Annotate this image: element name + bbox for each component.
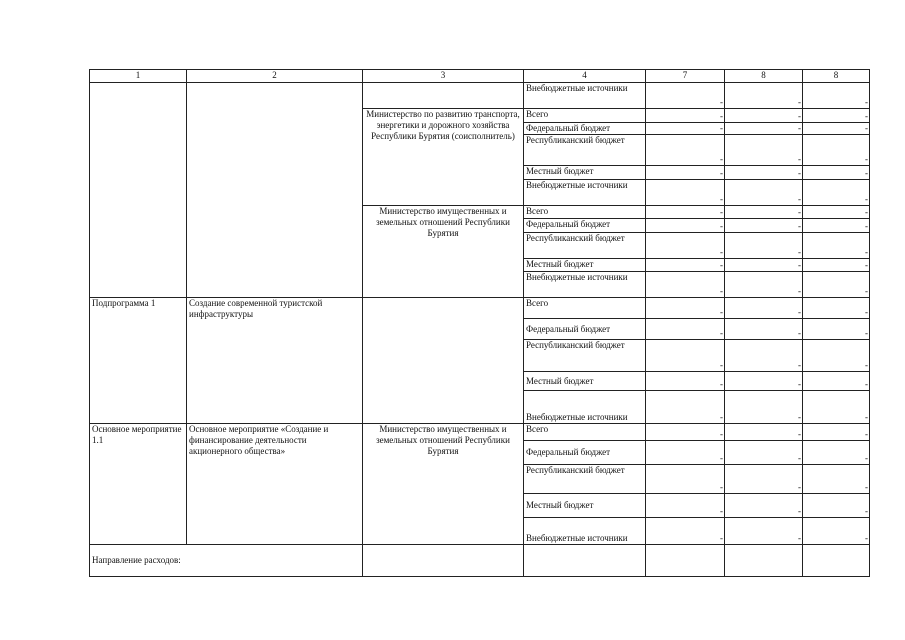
budget-table <box>89 69 870 577</box>
source-label: Внебюджетные источники <box>524 83 646 109</box>
subprogram-name: Создание современной туристской инфраструктуры <box>187 298 363 424</box>
value-cell: - <box>646 465 725 494</box>
source-label: Федеральный бюджет <box>524 319 646 340</box>
value-cell: - <box>725 259 803 272</box>
source-label: Всего <box>524 206 646 219</box>
executor-cell <box>363 83 524 109</box>
value-cell: - <box>725 298 803 319</box>
value-cell: - <box>803 319 870 340</box>
value-cell: - <box>803 424 870 441</box>
header-cell: 4 <box>524 70 646 83</box>
executor-cell: Министерство имущественных и земельных отношений Республики Бурятия <box>363 206 524 298</box>
value-cell: - <box>725 206 803 219</box>
value-cell: - <box>646 494 725 518</box>
header-cell: 7 <box>646 70 725 83</box>
value-cell: - <box>725 494 803 518</box>
value-cell: - <box>725 441 803 465</box>
value-cell: - <box>725 465 803 494</box>
value-cell: - <box>803 518 870 545</box>
source-label: Всего <box>524 298 646 319</box>
value-cell: - <box>803 259 870 272</box>
value-cell: - <box>725 340 803 372</box>
value-cell: - <box>803 372 870 391</box>
source-label: Местный бюджет <box>524 259 646 272</box>
source-label: Внебюджетные источники <box>524 518 646 545</box>
value-cell: - <box>646 518 725 545</box>
source-label: Федеральный бюджет <box>524 219 646 233</box>
value-cell: - <box>803 135 870 166</box>
value-cell: - <box>646 180 725 206</box>
value-cell: - <box>725 233 803 259</box>
expense-direction: Направление расходов: <box>90 545 363 577</box>
value-cell: - <box>725 180 803 206</box>
empty-cell <box>725 545 803 577</box>
source-label: Местный бюджет <box>524 494 646 518</box>
value-cell: - <box>725 219 803 233</box>
value-cell: - <box>646 298 725 319</box>
value-cell: - <box>803 233 870 259</box>
value-cell: - <box>725 319 803 340</box>
source-label: Всего <box>524 109 646 123</box>
code-cell <box>90 83 187 298</box>
value-cell: - <box>646 372 725 391</box>
value-cell: - <box>646 441 725 465</box>
source-label: Республиканский бюджет <box>524 465 646 494</box>
source-label: Федеральный бюджет <box>524 123 646 135</box>
value-cell: - <box>646 206 725 219</box>
header-row <box>90 70 870 83</box>
source-label: Республиканский бюджет <box>524 135 646 166</box>
source-label: Внебюджетные источники <box>524 272 646 298</box>
value-cell: - <box>725 109 803 123</box>
table-row <box>90 545 870 577</box>
executor-cell: Министерство имущественных и земельных отношений Республики Бурятия <box>363 424 524 545</box>
empty-cell <box>524 545 646 577</box>
value-cell: - <box>725 272 803 298</box>
subprogram-code: Подпрограмма 1 <box>90 298 187 424</box>
value-cell: - <box>646 109 725 123</box>
value-cell: - <box>803 494 870 518</box>
table-row <box>90 83 870 109</box>
name-cell <box>187 83 363 298</box>
empty-cell <box>646 545 725 577</box>
value-cell: - <box>725 83 803 109</box>
value-cell: - <box>725 518 803 545</box>
value-cell: - <box>803 206 870 219</box>
value-cell: - <box>646 166 725 180</box>
value-cell: - <box>646 135 725 166</box>
table-row <box>90 298 870 319</box>
source-label: Республиканский бюджет <box>524 233 646 259</box>
source-label: Всего <box>524 424 646 441</box>
value-cell: - <box>646 340 725 372</box>
source-label: Внебюджетные источники <box>524 391 646 424</box>
value-cell: - <box>646 424 725 441</box>
value-cell: - <box>646 391 725 424</box>
value-cell: - <box>803 83 870 109</box>
header-cell: 8 <box>725 70 803 83</box>
measure-code: Основное мероприятие 1.1 <box>90 424 187 545</box>
table-row <box>90 424 870 441</box>
value-cell: - <box>646 233 725 259</box>
header-cell: 3 <box>363 70 524 83</box>
value-cell: - <box>725 135 803 166</box>
value-cell: - <box>803 272 870 298</box>
value-cell: - <box>646 272 725 298</box>
measure-name: Основное мероприятие «Создание и финансирование деятельности акционерного общества» <box>187 424 363 545</box>
value-cell: - <box>646 123 725 135</box>
value-cell: - <box>725 424 803 441</box>
executor-cell <box>363 298 524 424</box>
empty-cell <box>803 545 870 577</box>
value-cell: - <box>803 166 870 180</box>
header-cell: 1 <box>90 70 187 83</box>
header-cell: 2 <box>187 70 363 83</box>
executor-cell: Министерство по развитию транспорта, энергетики и дорожного хозяйства Республики Бурятия (соисполнитель) <box>363 109 524 206</box>
value-cell: - <box>803 391 870 424</box>
value-cell: - <box>646 219 725 233</box>
value-cell: - <box>646 259 725 272</box>
value-cell: - <box>803 180 870 206</box>
value-cell: - <box>646 83 725 109</box>
value-cell: - <box>803 123 870 135</box>
header-cell: 8 <box>803 70 870 83</box>
value-cell: - <box>725 166 803 180</box>
source-label: Федеральный бюджет <box>524 441 646 465</box>
value-cell: - <box>725 391 803 424</box>
value-cell: - <box>803 465 870 494</box>
source-label: Местный бюджет <box>524 166 646 180</box>
empty-cell <box>363 545 524 577</box>
value-cell: - <box>803 298 870 319</box>
source-label: Республиканский бюджет <box>524 340 646 372</box>
value-cell: - <box>803 219 870 233</box>
value-cell: - <box>803 340 870 372</box>
source-label: Внебюджетные источники <box>524 180 646 206</box>
value-cell: - <box>725 372 803 391</box>
value-cell: - <box>646 319 725 340</box>
value-cell: - <box>803 441 870 465</box>
value-cell: - <box>725 123 803 135</box>
value-cell: - <box>803 109 870 123</box>
source-label: Местный бюджет <box>524 372 646 391</box>
